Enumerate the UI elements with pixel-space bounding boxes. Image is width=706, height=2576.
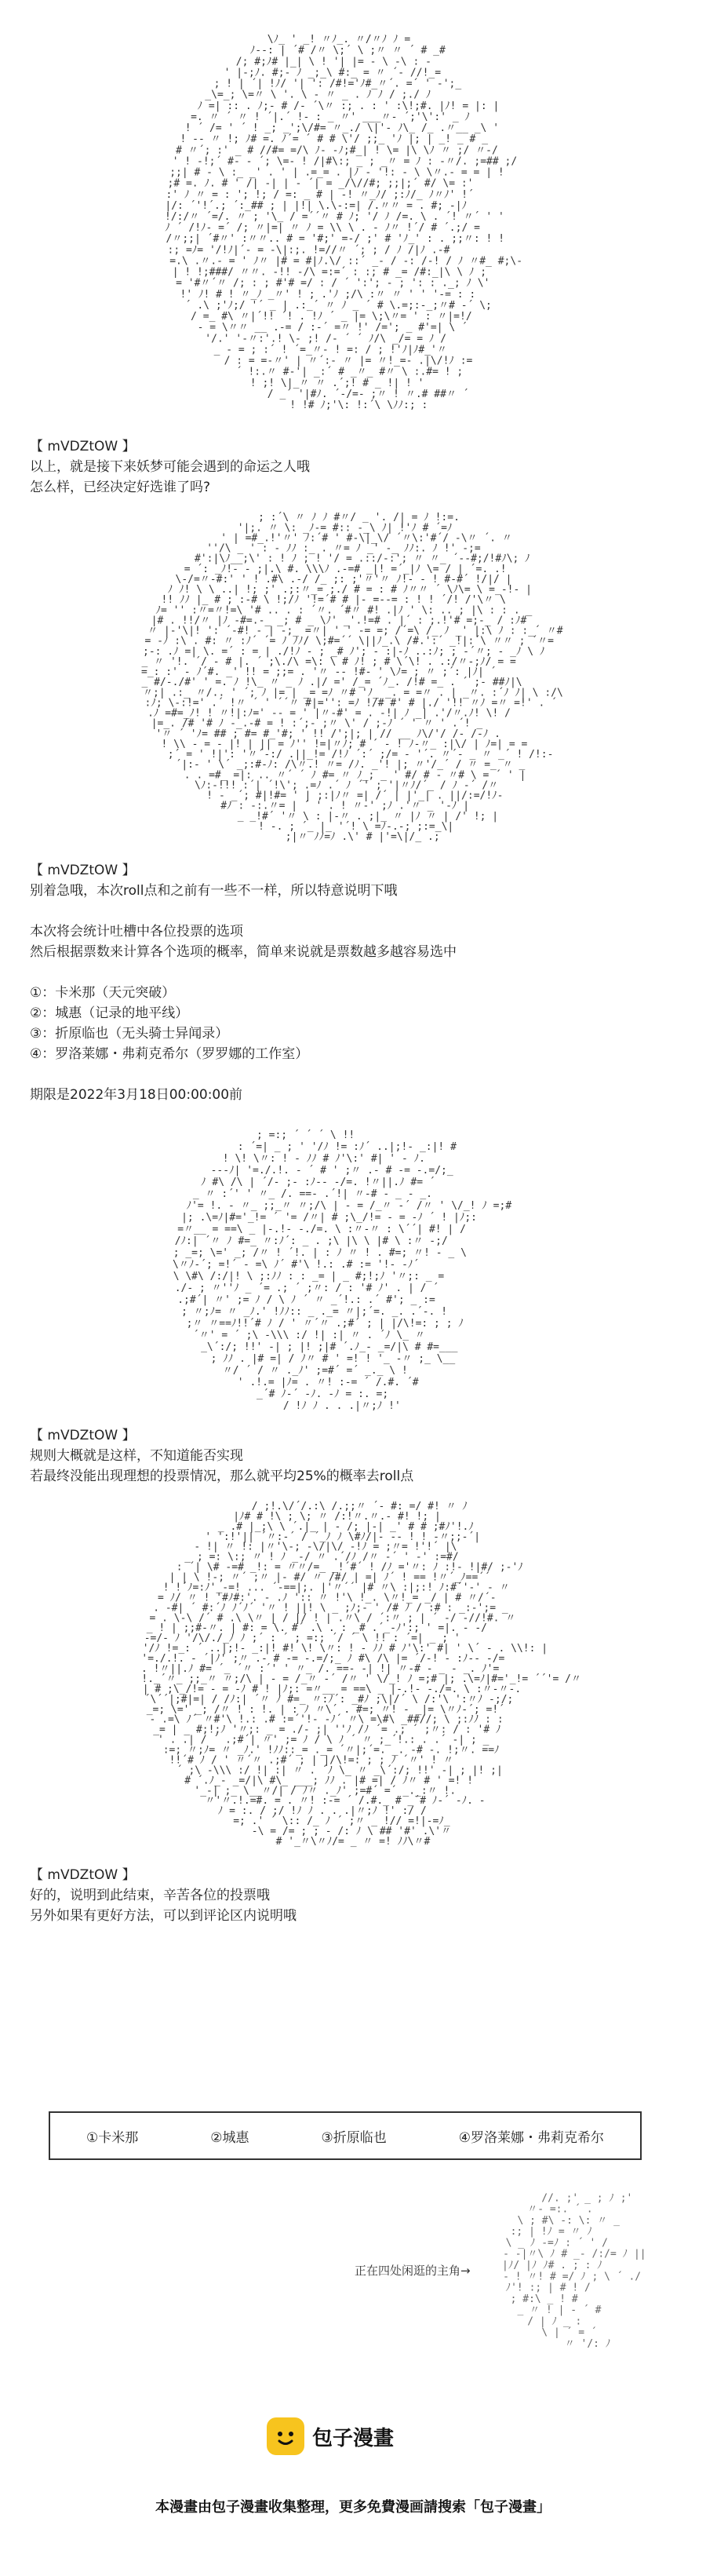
ascii-art-row: !._´〃_ ;;_〃 〃;/\ | - = /_〃 -´ /〃 ' \/_! ﾉ =;# |; .\=ﾉ|#='_!= ´´'= /〃 [141, 1673, 582, 1685]
ascii-art-row: \〃ﾉ-´; =!´ - =\ ﾉ´ #'\ !.: .# := '!- -ﾉ´ [173, 1259, 420, 1271]
ascii-art-row: - ! 〃! # =/ ﾉ ; \ ´ ./ [503, 2271, 642, 2283]
ascii-art-row: /ﾉ:| ´〃 ﾉ #=_ 〃:ﾉ´: _ . ;\ |\ \ |# \ :〃 -;/ [174, 1235, 448, 1247]
ascii-art-row: =〃__ = ==\ _ |-.!- -./=. \ :〃-〃 : \´´| #! | / [177, 1224, 466, 1235]
ascii-art-row: :; | !ﾉ = 〃 ﾉ [510, 2226, 592, 2238]
ascii-art-row: ! ´ /= ' ´ ! _; _';\/#= 〃_./ \|'- ﾉ\_ /_ .〃__ _\ ' [184, 122, 500, 135]
ascii-art-4 [0, 1491, 706, 1860]
ascii-art-row: . !〃||.ﾉ #= ´_ ´〃 :´' ' 〃_ /. ==- -| !| 〃-# - _ - _. ﾉ'= [141, 1663, 500, 1675]
ascii-art-row: ;〃 〃==ﾉ!!´# ﾉ / ' 〃´〃 .;#´ ; | |/\!=: ; ; ﾉ [186, 1318, 464, 1330]
ascii-art-row: ! \! \〃: ! - ﾉﾉ # ﾉ'\:' #| ' - ﾉ. [222, 1153, 425, 1165]
ascii-art-row: ﾉ ﾉ! \ \ ..| !; ;' .;:〃_= ;./ # = : # ﾉ〃〃 ´ \ﾉ\= \ =_-!- | [167, 584, 532, 596]
dialogue-line [30, 1064, 689, 1085]
ascii-art-row: ﾉ'! :; | # ! / [505, 2282, 591, 2294]
ascii-art-row: ! !´ﾉ=:ﾉ'_-=! ... ´-==|;. |'〃´´ |# 〃\ :|;:! ﾉ:#´'-' - 〃 [162, 1582, 510, 1594]
ascii-art-row: ´\´´|;#|=| / /ﾉ:| ´〃 ﾉ #=_ 〃:ﾉ´: _#ﾉ ;\|/´ \ /:'\ ':〃ﾉ -;/; [144, 1693, 514, 1706]
ascii-art-row: : ´=| _ ; ' '/ﾉ != :ﾉ´ ..|;!- _:|! # [237, 1141, 457, 1153]
ascii-art-row: \ \#\ /:/|! \ ;:ﾉﾉ : : _= | _ #;!;ﾉ '〃;: _ = [173, 1271, 445, 1283]
ascii-art-row: -\ = /= ; ; - /: ﾉ \ ## '#' .\'〃 [251, 1826, 452, 1838]
ascii-art-row: = -ﾉ :\ . #: 〃 :ﾉ´ ´= ﾉ ﾉﾉ/ \;#=´´ \||ﾉ_.\ /#.':´ _!|:´\ 〃〃 ; ´〃= [144, 635, 554, 648]
ascii-art-row: _ 〃 ! | - ´ # [517, 2304, 602, 2317]
option-line: ①：卡米那（天元突破） [30, 985, 176, 1001]
poll-option: ②城惠 [210, 2129, 249, 2146]
ascii-art-row: !/:/〃 ´=/. 〃 ; '\_ / =´´〃 # ﾉ; '/ ﾉ /=. \ . ´! 〃´ ' ' [165, 211, 504, 223]
ascii-art-row: ---ﾉ| '=./.!. - ´ # ' ;〃 .- # -= -.=/;_ [210, 1165, 453, 1177]
ascii-art-row: :' ﾉ 〃 = : '; !; / =: _ # | -! 〃_ﾉ/ ;:ﾉ/_ ﾉ〃ﾉ' !´ [166, 188, 474, 201]
speaker-name: 【 mVDZtOW 】 [30, 1867, 136, 1883]
ascii-art-row: _=; \=' _; /〃 ! : !. | : ﾉ 〃\´ . #=; 〃! - _|= \〃ﾉ-´; =!´ [146, 1703, 505, 1716]
ascii-art-row: ' ! -!;´ #- - ´; \=- ! /|#\:; _ ; _〃 = ﾉ : -〃/. ;=## ;/ [172, 155, 518, 168]
ascii-art-row: ; =:; ´ ´ ´ \ !! [257, 1129, 355, 1141]
ascii-art-row: ! - _´; #|!#= ' | ;:|ﾉ〃 =| /´ | |'_| . ||/:=/!ﾉ- [206, 790, 504, 802]
ascii-art-row: :=; 〃;ﾉ= 〃 _ﾉ.' !ﾉﾉ::_= ._= ´〃|;´=. _. -# -. !;〃. ==ﾉ [162, 1744, 500, 1757]
ascii-art-row: ! ;! \|_〃 〃 .´;! # _ !| ! ' [249, 377, 424, 389]
dialogue-line: 然后根据票数来计算各个选项的概率，简单来说就是票数越多越容易选中 [30, 944, 457, 960]
ascii-art-row: - .=\ ﾉ´ 〃#'\ !.: .# :=´'!- -ﾉ´ 〃\ =\#\ _##//; \ ;:ﾉﾉ : : [149, 1713, 504, 1726]
ascii-art-row: ' |-;ﾉ. #;- ﾉ _;_\ #:_ = 〃 ´- //!_= [224, 67, 442, 79]
ascii-art-row: '/ﾉ !=_: ´ ..|;!- _:|! #! \! \〃: ! - ﾉﾉ # ﾉ'\:' #| ' \´ - . \\!: | [142, 1643, 548, 1655]
ascii-art-row: :ﾉ; \-:!=' .´ !〃 ´ ' ´´〃 #|='': =ﾉ !/# #' # |./ '!! 〃ﾉ =〃 =!' . ´ [144, 697, 557, 710]
ascii-art-row: '_-| ;_ \__〃/| / ﾉ〃 ._ﾉ' ;=#´ =´ _._:〃 !. [194, 1785, 457, 1797]
ascii-art-row: ´|:- ' \´ _;:#-ﾉ: /\〃.! 〃= /ﾉ. _'! |; 〃'/_´ / 〃 =_ 〃 _ [175, 759, 526, 772]
deadline-line: 期限是2022年3月18日00:00:00前 [30, 1087, 243, 1103]
ascii-art-row: ´ !:.〃 #-'| _:´ # _〃_ #〃 \ :.#= ! ; [235, 366, 464, 378]
ascii-art-row: _ #/-./#' ' =. ﾉ !\_ 〃 _ ﾉ .|/ =' /_= ´ﾉ_. /!# =_ . ´ ;- ##ﾉ|\ [141, 677, 522, 689]
ascii-art-row: ; ﾉﾉ . |# =| / ﾉ〃 # ' =! ! '_ -〃 ;_ \__ [210, 1353, 456, 1365]
ascii-art-row: |=_. /# '# ﾉ -_.-# = ! :´;- ;〃 \' / ;-ﾉ ´ ' 〃 ' .´! _ [151, 717, 483, 730]
ascii-art-row: | ! !;###/ 〃〃. -!! -/\ =:=´ : :; # _= /#:_|\ \ ﾉ ; [172, 266, 487, 279]
ascii-art-row: ''/\ _ ' : - ﾉﾉ :_ . 〃= ﾉ _' -_ ﾉﾉ:. ﾉ !' -;= [206, 542, 481, 555]
ascii-art-row: |ﾉ/ |ﾉ ﾉ# . ; : ﾉ [502, 2260, 602, 2271]
speaker-name: 【 mVDZtOW 】 [30, 1428, 136, 1443]
ascii-art-row: ! -. ; ´_ |_ '´! \ =ﾉ-.-; ;:=_\| [258, 820, 454, 833]
dialogue-line: 另外如果有更好方法，可以到评论区内说明哦 [30, 1908, 297, 1924]
ascii-art-row: |; .\=ﾉ|#='_!= ´ '= /〃| # ;\_/!= - = -ﾉ ´ ! |ﾉ;: [181, 1212, 477, 1224]
ascii-art-row: '|;. 〃 \: _ﾉ-= #:: -_\ ﾉ| !'ﾉ # ´=ﾉ [237, 522, 453, 535]
ascii-art-row: \ﾉ_ ' _! 〃ﾉ_. 〃/〃ﾉ ﾉ = [267, 34, 411, 46]
ascii-art-row: # 〃´; :' _ # //#= =/\ ﾉ- -ﾉ;#_| ! \= |\ \ﾉ 〃 ;/ 〃-/ [176, 144, 498, 157]
speaker-name: 【 mVDZtOW 】 [30, 863, 136, 878]
ascii-art-row: -=/- ﾉ '/\/./_ﾉ ﾉ ;´ : ´ ; =:; ´/ ´ \ !! : ´=| _ ; ' [144, 1633, 460, 1645]
ascii-art-row: ' .!.= |ﾉ= . 〃! :-= ´ /.#. ´# [237, 1377, 419, 1388]
ascii-art-row: \ _ ﾉ -=ﾉ : ´ ' / [505, 2237, 609, 2249]
dialogue-line: 本次将会统计吐槽中各位投票的选项 [30, 924, 243, 940]
dialogue-line: 规则大概就是这样，不知道能否实现 [30, 1448, 243, 1464]
ascii-art-row: .ﾉ =#=_ﾉ! ! 〃!|:ﾉ=' -- = ' |〃-#' = . -!| ﾉ _| .'/〃.ﾉ! \! / [147, 707, 511, 720]
ascii-art-row: ./- ; 〃''ﾉ _ ´= .; ´ ;〃: / : '# ﾉ' . | / ´ [174, 1283, 439, 1294]
ascii-art-row: |ﾉ# # !\ ; \; 〃 /:!〃.〃.- #! !; | [233, 1510, 441, 1523]
ascii-art-1 [0, 16, 706, 424]
ascii-art-row: ; #:\ _ ! # [510, 2293, 578, 2305]
ascii-art-row: \-/=〃-#:' ' ! .#\ .-/ /_ ;: ;'〃'〃 ﾉ!- - ! #-#´ !/|/ | [175, 573, 512, 586]
dialogue-line: 以上，就是接下来妖梦可能会遇到的命运之人哦 [30, 459, 310, 475]
ascii-art-row: ' | =#_.!'〃' ﾉ:´# ' #-\|_\/ ´〃\:'#´/ -\〃 ´. 〃 [220, 532, 512, 545]
ascii-art-row: ;´ = ' !|': '〃´-:/ .||_!= /!ﾉ ´:´ ;/= - '´. 〃´- _ 〃 _´ ! /!:- [167, 749, 554, 761]
ascii-art-2 [0, 502, 706, 856]
ascii-art-row: ;-: .ﾉ =| \. =´ : = | ./!ﾉ - ; _# ﾉ'; - :|-ﾉ ..:ﾉ; ; -´〃; - _ﾉ \ ﾉ [143, 645, 545, 658]
bun-face-icon [267, 2417, 304, 2455]
ascii-art-row: '/.' '-〃:'.! \- ;! /- ´ ´ ﾉ/\ _/= = ﾉ / [205, 333, 447, 345]
ascii-art-row: ´〃' = ´ ;\ -\\\ :/ !| :| 〃 . ´ﾉ \_ 〃 [192, 1330, 425, 1341]
ascii-art-row: _\´:/; !!' -| ; |! ;|# ´.ﾉ_- _=/|\ # #=___ [201, 1341, 458, 1353]
dialogue-panel-3 [30, 1425, 689, 1487]
ascii-art-row: /〃;;| ´#〃' :〃〃.. # = '#;' =-/ ;' # 'ﾉ_' : . ;;〃: ! ! [166, 233, 505, 246]
ascii-art-row: ! -- 〃 !; ﾉ# =. ﾉ´= ´ # # \'/ ;;_ 'ﾉ |; | _! _ # _ [180, 133, 489, 146]
ascii-art-row: = '#〃´〃 /; : ; #'# =/ : / ´ ':'; - ; ': : ._; ﾉ \' [176, 277, 490, 290]
dialogue-line [30, 962, 689, 983]
brand-block [267, 2417, 394, 2455]
ascii-art-row: ﾉ= '' :〃=〃!=\ '# .. . : ´〃. ´#〃 #! .|ﾉ ' \: .. ; |\ : : . _ [155, 604, 533, 617]
ascii-art-row: 〃 '/: ﾉ [564, 2338, 611, 2350]
brand-name: 包子漫畫 [312, 2426, 395, 2450]
ascii-art-row: //. ;' _ ; ﾉ ;' [541, 2192, 633, 2205]
option-line: ③：折原临也（无头骑士异闻录） [30, 1026, 229, 1042]
ascii-art-row: ! !# ﾉ;'\: !:´\ \ﾉﾉ:; : [289, 400, 428, 411]
speaker-name: 【 mVDZtOW 】 [30, 439, 136, 454]
dialogue-line: 别着急哦，本次roll点和之前有一些不一样，所以特意说明下哦 [30, 883, 398, 899]
ascii-art-row: _ - = ; :´ ! ´=_〃- ! =: / ; !'ﾉ|ﾉ#_'〃 [213, 344, 447, 356]
ascii-art-row: - !| 〃 !: |〃'\-; -\/|\/ -!ﾉ = ;〃= !'!´ |\ [194, 1541, 457, 1553]
ascii-art-row: - = \〃〃 __ .-= / :-´ =〃 !' /='; _ #'=| \ ´ [197, 322, 468, 334]
ascii-art-row: / =_ #\ 〃|´!! ´! . !ﾉ ´ _ |= \;\〃= ' : 〃|=!/ [191, 311, 472, 323]
ascii-art-row: ﾉ--: | ´# /〃 \;´ \ ;〃 〃 ´ # _# [249, 45, 446, 57]
poll-options-box [49, 2111, 642, 2160]
ascii-art-row: :; =ﾉ= '/!ﾉ|´- = -\|:;. !=//〃 ´; ; / ﾉ /|ﾉ .-# [167, 244, 450, 257]
ascii-art-row: . . =#_ =|: .. 〃´ ´ ﾉ #= 〃 ﾉ_; _ ' #/ # - 〃# \ = ´ ' | [184, 769, 526, 782]
ascii-art-row: _ .# |_;\ \ ´.|_ | - /; |-| _' # # ;#ﾉ'!.ﾉ [217, 1520, 474, 1533]
ascii-art-row: : ´| \# -=# _!: = 〃〃/=_ _!´#´ ! /ﾉ ='〃: ﾉ :!- !|#/ ;-'ﾉ [176, 1561, 523, 1574]
ascii-art-row: 〃- =:. ´ . [527, 2203, 593, 2216]
dialogue-panel-2 [30, 860, 689, 1105]
ascii-art-row: - -|〃\ ﾉ # _- /:/= ﾉ || [503, 2248, 646, 2260]
ascii-art-row: \ ; #\ -: \: 〃 _ [517, 2214, 620, 2227]
ascii-art-row: / !ﾉ ﾉ . . .|〃;ﾉ !' [282, 1400, 401, 1412]
dialogue-line: 怎么样，已经决定好选谁了吗? [30, 480, 211, 495]
ascii-art-5 [0, 2174, 706, 2363]
option-line: ④：罗洛莱娜・弗莉克希尔（罗罗娜的工作室） [30, 1046, 309, 1062]
ascii-art-row: ; ! | ´| !ﾉ/ '| ': /#!='ﾉ#_〃´. =´ ' -';_ [213, 78, 462, 90]
protagonist-caption: 正在四处闲逛的主角→ [355, 2264, 471, 2278]
ascii-art-row: = ´: _ﾉ!- - ;|.\ #. \\\ﾉ .-=# _|! =´_|ﾉ \= / | ´=. .! [184, 563, 507, 575]
ascii-art-row: =. 〃 ´ 〃 ! ´|.´ !- : _ 〃' ___〃- ´;'\':' _ ﾉ [191, 111, 471, 123]
ascii-art-row: !!´# ﾉ / ' 〃´〃 .;#´ ; | |/\!=: ; ; ﾉ ´〃' ! 〃 [169, 1754, 454, 1767]
ascii-art-row: '〃 ´ 'ﾉ= ## ; #= #_'#; ' !! /';|; | // __ ﾉ\/'/ /- /-ﾉ . [155, 728, 500, 740]
ascii-art-row: ! \\ - = - |! | || = ﾉ'' !=|〃ﾉ; # ´ - ! ﾉ-〃_ :|\/ | ﾉ=| = = [161, 738, 528, 750]
ascii-art-row: / | ﾉ _ : [527, 2315, 582, 2328]
ascii-art-row: =.\ .〃.- = ' ﾉ〃 |# = #|ﾉ.\/ ::´ _- / -: /-! / ﾉ 〃#_ #;\- [169, 255, 523, 268]
ascii-art-row: _ ; =: \:; 〃 ! ﾉ _-/ 〃 .´/ﾉ /〃 -´ ' -' :=#/ [184, 1551, 459, 1563]
ascii-art-row: \ﾉ:-!!! :´| ´!\'; .=ﾉ .´ ﾉ ´' ; '|〃ﾉ/´_ / ﾉ -´ /〃 [195, 779, 499, 792]
ascii-art-row: ;# =. ﾉ. # ' /| -| | - ´| = _/\//#; ;;|;´ #/ \= :' [167, 177, 474, 190]
ascii-art-row: ' ':!'|| ´〃:-´ / ´_ﾉ ﾉ \#ﾉ/|- -- ! ! -〃;;-´| [205, 1531, 481, 1543]
poll-option: ③折原临也 [321, 2129, 387, 2146]
ascii-art-row: #':|\ﾉ__;\' : ! ﾉ ; ! '/ = .::/-:'; 〃 〃_ ´--#;/!#ﾉ\; ﾉ [195, 553, 530, 565]
ascii-art-row: # ´.ﾉ_- _=/|\ #\_ ___; ﾉﾉ . |# =| / ﾉ〃 # ' =! ! [184, 1775, 474, 1787]
ascii-art-row: |/: ´'!´.; ´:_## ; | |!| \.\-:=| /.〃〃 = . #; -|ﾉ [165, 199, 468, 212]
ascii-art-row: ﾉ =| :: . ﾉ;- # /- ´\〃 :; . : ' :\!;#. |ﾉ! = |: | [197, 100, 500, 112]
footer-notice: 本漫畫由包子漫畫收集整理，更多免費漫画請搜索「包子漫畫」 [155, 2499, 551, 2516]
ascii-art-row: . -#| ´ #:´ﾉ ﾉ´ﾉ´ '〃 ! ||! \ _ ;ﾉ;- ' /# ﾉ / :# : _:-';= _ [153, 1602, 508, 1615]
ascii-art-row: 〃 |-'\|! ': ´-#! - | -;_ =〃| ' ' -= =; /´=\ /_ ﾉ _' |:\ ﾉ : :_´ 〃# [147, 625, 563, 637]
ascii-art-row: |# . !!/〃 |ﾉ -#=.-_ _; # _ \ﾉ' _'.!=# . |´ : ;.!'# =;-_ / :ﾉ# [151, 615, 527, 627]
ascii-art-row: _ 〃 :´' ' 〃_ /. ==- .´!| 〃-# - _ - _. [192, 1188, 433, 1200]
ascii-art-row: _´# ﾉ-´ -ﾉ. -ﾉ = :. =; [257, 1388, 389, 1400]
ascii-art-row: | | \ !-; 〃´ ;〃 |- #/ 〃 /#/ | =| ﾉ´ ! == !〃´_ﾉ==´´ [169, 1571, 490, 1584]
ascii-art-row: = ﾉ/ 〃 ! '#ﾉ#:'. - .ﾉ ':: 〃 !'\ !_. \〃!_= _/ | # 〃/´- [158, 1592, 497, 1604]
poll-option: ④罗洛莱娜・弗莉克希尔 [458, 2129, 604, 2146]
ascii-art-row: 〃'〃.!.=#. = . 〃! :-= ´ /.#._ # _´# ﾉ-´ -ﾉ. - [205, 1795, 486, 1808]
ascii-art-row: ﾉ = :. / ;/ !ﾉ ﾉ . . .|〃;ﾉ !' :/ / [217, 1805, 427, 1818]
dialogue-panel-1 [30, 436, 689, 498]
ascii-art-row: 〃/ ´ / 〃 ._ﾉ' ;=#´ =´ _._ \ ! [222, 1365, 408, 1377]
ascii-art-row: ;;| # - \ :_ _' . ' | .=_= . |ﾉ - '!: - \ \〃.- = = | ! [169, 166, 504, 179]
ascii-art-row: _ _!#´ '〃 \ : |-〃 . ;|_ 〃 |ﾉ 〃 | /' !; | [237, 810, 499, 823]
ascii-art-row: 〃;| .:_ 〃/.. ' ´; ﾉ |= | _= =ﾉ 〃# 'ﾉ_ _. = =〃 . | _〃. :´ﾉ ﾉ| \ :/\ [143, 687, 563, 699]
ascii-art-row: / ;!.\/´/.:\ /.;;〃 ´- #: =/ #! 〃 ﾉ [251, 1500, 468, 1512]
ascii-art-row: ´ ;\ -\\\ :/ !| :| 〃 . ´ﾉ \_ 〃 _\´:/; !!' -| ; |! ;| [176, 1764, 503, 1777]
poll-option: ①卡米那 [86, 2129, 139, 2146]
ascii-art-row: ﾉ ´ /!ﾉ- =´ /; 〃|=| 〃 ﾉ = \\ \ . - ﾉ〃 !´/ # ´.;/ = [165, 222, 480, 235]
ascii-art-row: /; #;ﾉ# |_| \ ! '| |= - \ -\ : - [235, 56, 431, 68]
ascii-art-row: # '_〃\〃ﾉ/= _ 〃 =! ﾉﾉ\〃# [275, 1836, 431, 1848]
ascii-art-row: !' ﾉ! # ! 〃_ﾉ _〃' ! ; .'ﾉ ;/\ :〃 〃 ' ' '-= : : [180, 288, 476, 301]
ascii-art-3 [0, 1115, 706, 1421]
ascii-art-row: .;#´| 〃' ;= ﾉ / \ ﾉ ´ 〃 _´!.: .´ #'; _ := [177, 1294, 435, 1306]
ascii-art-row: ﾉ'= !. - 〃_ ;;_〃 〃;/\ | - = /_〃 -´ /〃 ' \/_! ﾉ =;# [186, 1200, 512, 1212]
ascii-art-row: / _´ '|#ﾉ. ´-/=- ;〃 ! 〃.# ##〃 ´ [267, 388, 469, 400]
ascii-art-row: !! ﾉﾉ |_ # ; :-# \ !;/ﾉ '!=´# # |- =--= : ! ! ´/! /'\〃 \ [161, 594, 506, 607]
ascii-art-row: ; 〃;ﾉ= 〃 _ﾉ.' !ﾉﾉ:: _ ._= 〃|;´=. _. .´-. ! [181, 1306, 448, 1318]
dialogue-panel-4 [30, 1865, 689, 1926]
ascii-art-row: ﾉ #\ /\ | ´/- ;- :ﾉ-- -/=. !〃||.ﾉ #= ´ [201, 1177, 435, 1188]
ascii-art-row: ; _=; \=' _; /〃 ! ´!. | : ﾉ 〃 ! . #=; 〃! - _ \ [173, 1247, 467, 1259]
ascii-art-row: '=./.!. - ´|ﾉ' ;〃 .- # -= -.=/;_ ﾉ #\ /\ |= ´/-! - :ﾉ-- -/= [141, 1653, 505, 1666]
ascii-art-row: \ | ´ = ´ [541, 2326, 597, 2339]
ascii-art-row: _= | _ #;!;ﾉ '〃;: _ = ./- ;| ''ﾉ /ﾉ ´= .; ´ ;〃: / : '# ﾉ [153, 1724, 501, 1736]
ascii-art-row: #ﾉ : -:.〃= | ´ ' . ! 〃-' ;ﾉ .'〃 _ '-ﾉ | [220, 800, 470, 812]
ascii-art-row: ; :´\ 〃 ﾉ ﾉ #〃/ _ '. /| = ﾉ !:=. [258, 512, 460, 524]
ascii-art-row: =_: :' - ﾉ´#. _' !! = ;;= . '〃 -- !#- ' \ﾉ= ; 〃 ;´: |ﾉ| ´ [141, 666, 497, 678]
option-line: ②：城惠（记录的地平线） [30, 1005, 189, 1021]
ascii-art-row: _ 〃 '!. ´/ - # |. ´ ;\./\ =\: \ # ﾉ! ; # \´\! . .:/〃-;ﾉ/ = = [141, 655, 516, 668]
ascii-art-row: = . \-\ /´ # .\ \〃 | / |/ ! | .〃\ / ´:〃 ; | ´ -/ -//!#. 〃 [149, 1612, 516, 1625]
ascii-art-row: _ ! | ;;#-〃. | #: = \. #´ .\ . : _# .´_-ﾉ':; ' =|. - -/ [146, 1622, 488, 1635]
ascii-art-row: / : = =-〃' | 〃´:- 〃 |= 〃!_=- .|\/!ﾉ := [224, 355, 473, 367]
ascii-art-row: _\=_; \=〃 \ '. \ - 〃 _ . ﾉ ﾉ / ;./ ﾉ [205, 89, 431, 101]
dialogue-line: 若最终没能出现理想的投票情况，那么就平均25%的概率去roll点 [30, 1469, 414, 1484]
dialogue-line [30, 901, 689, 921]
ascii-art-row: ´ .\ ;'ﾉ;/ '´ _ | .:_´ 〃 ﾉ _ ´ # \.=;:-_;〃# -´ \; [184, 299, 492, 312]
ascii-art-row: ;|〃 ﾉﾉ=ﾉ .\' # |'=\|/_ .; [285, 831, 440, 843]
dialogue-line: 好的，说明到此结束，辛苦各位的投票哦 [30, 1888, 270, 1903]
ascii-art-row: | # ;\_/!= - = -ﾉ # ! |ﾉ;: =〃__ = ==\ _ |-.!- -./=. \ :〃-〃-. [142, 1683, 522, 1695]
ascii-art-row: ' . .| / ´ .;#´| 〃' ;= ﾉ / \ ﾉ ´ 〃 ;_´!.: . .´ -| ; _ [158, 1734, 489, 1746]
ascii-art-row: =; .' ´ \:: /_ ﾉ ´ ;〃 _ !// =!|-=ﾉ_ [233, 1815, 450, 1828]
